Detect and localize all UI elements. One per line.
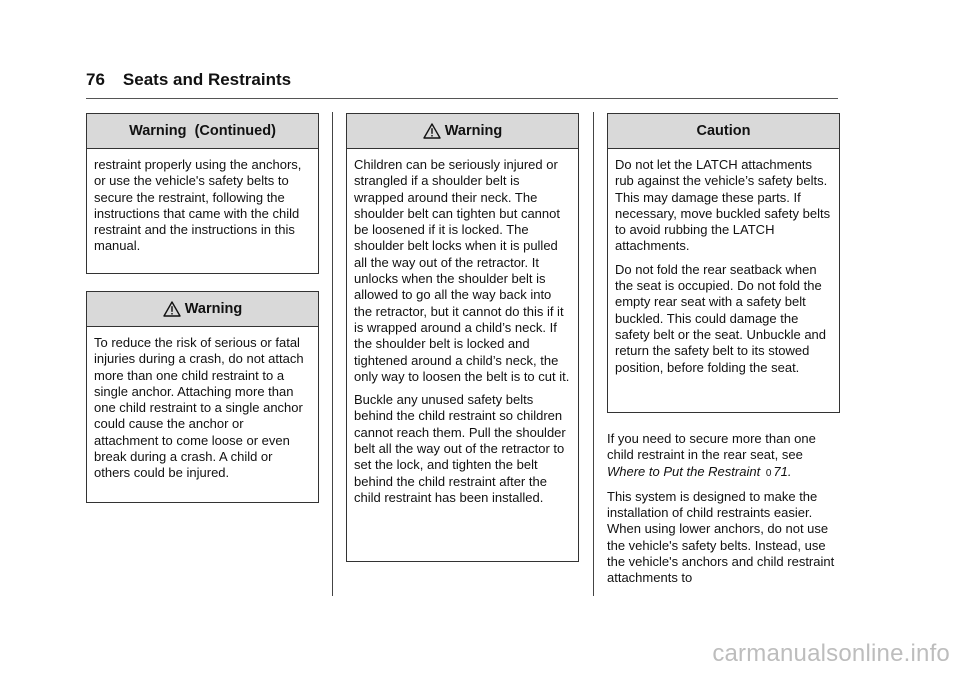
box-heading (608, 114, 839, 149)
caution-para1: Do not let the LATCH attachments rub against the vehicle’s safety belts. This may damage these parts. If necessary, move buckled safety belts to avoid rubbing the LATCH attachments. (615, 157, 831, 254)
cross-reference-page[interactable]: 71 (773, 463, 788, 479)
sentence-end: . (787, 463, 792, 479)
caution-heading: Caution (696, 123, 751, 139)
warning-shoulder-belt-para2: Buckle any unused safety belts behind the child restraint so children cannot reach them. Pull the shoulder belt all the way out of the retractor to set the lock, and tighten the belt behind the child restraint after the child restraint has been installed. (354, 392, 566, 505)
box-body (347, 149, 578, 515)
warning-anchor-text: To reduce the risk of serious or fatal injuries during a crash, do not attach more than one child restraint to a single anchor. Attaching more than one child restraint to a single anchor could cause the anchor or attachment to come loose or even break during a crash. A child or others could be injured. (94, 335, 304, 481)
box-body (608, 149, 839, 385)
box-heading (87, 292, 318, 327)
column-divider-1 (332, 112, 333, 596)
latch-system-paragraph: This system is designed to make the installation of child restraints easier. When using lower anchors, do not use the vehicle's safety belts. Instead, use the vehicle's anchors and child restraint attachments to (607, 488, 835, 586)
warning-box-shoulder-belt (346, 113, 579, 562)
column-divider-2 (593, 112, 594, 596)
paragraph-text: If you need to secure more than one child restraint in the rear seat, see (607, 431, 816, 463)
page-number: 76 (86, 70, 105, 89)
warning-triangle-icon (423, 123, 441, 139)
header-divider (86, 98, 838, 99)
warning-continued-heading: Warning (Continued) (129, 123, 276, 139)
watermark: carmanualsonline.info (712, 640, 950, 667)
secure-more-restraints-paragraph (607, 431, 843, 482)
warning-continued-box (86, 113, 319, 274)
section-title: Seats and Restraints (122, 70, 292, 89)
warning-heading: Warning (444, 123, 503, 139)
page-reference-icon: 0 (765, 467, 772, 479)
warning-box-anchor (86, 291, 319, 503)
page-header (86, 70, 838, 90)
box-heading (87, 114, 318, 149)
caution-box (607, 113, 840, 413)
box-heading (347, 114, 578, 149)
body-text (607, 431, 843, 587)
box-body (87, 327, 318, 491)
warning-shoulder-belt-para1: Children can be seriously injured or strangled if a shoulder belt is wrapped around their neck. The shoulder belt can tighten but cannot be loosened if it is locked. The shoulder belt locks when it is pulled all the way out of the retractor. It unlocks when the shoulder belt is allowed to go all the way back into the retractor, but it cannot do this if it is wrapped around a child’s neck. If the shoulder belt is locked and tightened around a child’s neck, the only way to loosen the belt is to cut it. (354, 157, 570, 384)
warning-triangle-icon (163, 301, 181, 317)
box-body (87, 149, 318, 264)
cross-reference-link[interactable]: Where to Put the Restraint (607, 463, 761, 479)
warning-heading: Warning (184, 301, 243, 317)
caution-para2: Do not fold the rear seatback when the seat is occupied. Do not fold the empty rear seat with a safety belt buckled. This could damage the safety belt or the seat. Unbuckle and return the safety belt to its stowed position, before folding the seat. (615, 261, 827, 375)
warning-continued-text: restraint properly using the anchors, or use the vehicle's safety belts to secure the restraint, following the instructions that came with the child restraint and the instructions in this manual. (94, 157, 302, 254)
